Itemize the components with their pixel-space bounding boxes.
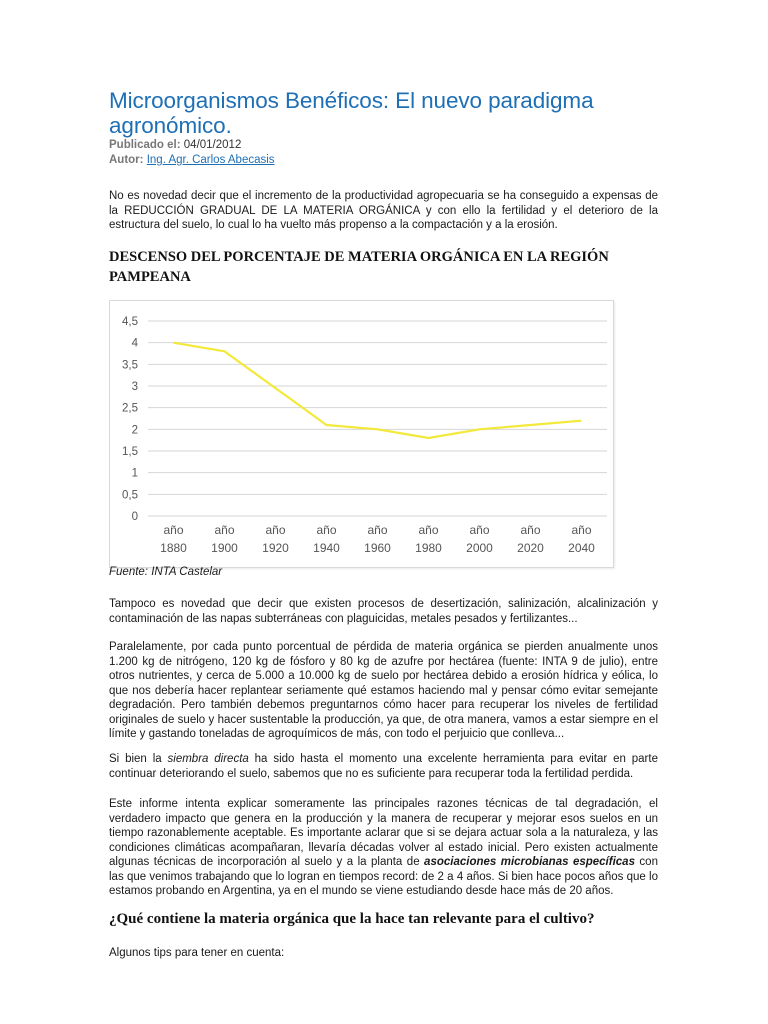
published-line (109, 138, 658, 153)
author-link[interactable]: Ing. Agr. Carlos Abecasis (146, 154, 275, 166)
chart-x-tick-year: 1920 (262, 541, 289, 555)
siembra-directa-term: siembra directa (167, 753, 249, 765)
chart-y-tick-label: 4 (131, 337, 138, 350)
chart-x-tick-year: 1980 (415, 541, 442, 555)
paragraph-4-start: Si bien la (109, 753, 168, 765)
chart-x-tick-label: año (367, 523, 388, 537)
chart-x-tick-year: 1880 (160, 541, 187, 555)
intro-block (109, 189, 658, 233)
question-heading-block (109, 909, 669, 929)
paragraph-4-block (109, 752, 658, 781)
paragraph-5-start: Este informe intenta explicar someramente las principales razones técnicas de tal degradación, el verdadero impacto que genera en la producción y la manera de recuperar y mejorar esos suelos en un tiempo razonablemente aceptable. Es importante aclarar que si se dejara actuar sola a la naturaleza, y las condiciones climáticas acompañaran, llevaría décadas volver al estado inicial. Pero existen actualmente algunas técnicas de incorporación al suelo y a la planta de (109, 798, 658, 868)
chart-y-tick-label: 2 (131, 424, 138, 437)
chart-x-tick-label: año (316, 523, 337, 537)
chart-y-tick-label: 3,5 (122, 359, 138, 372)
paragraph-2: Tampoco es novedad que decir que existen procesos de desertización, salinización, alcalinización y contaminación de las napas subterráneas con plaguicidas, metales pesados y fertilizantes... (109, 598, 658, 625)
chart-x-ticks (160, 523, 595, 555)
chart-x-tick-year: 2020 (517, 541, 544, 555)
published-date: 04/01/2012 (183, 139, 242, 151)
chart-x-tick-label: año (469, 523, 490, 537)
chart-x-tick-label: año (520, 523, 541, 537)
chart-panel (109, 300, 614, 568)
line-chart (110, 301, 613, 567)
paragraph-3: Paralelamente, por cada punto porcentual de pérdida de materia orgánica se pierden anualmente unos 1.200 kg de nitrógeno, 120 kg de fósforo y 80 kg de azufre por hectárea (fuente: INTA 9 de julio), entre otros nutrientes, y cerca de 5.000 a 10.000 kg de suelo por hectárea debido a erosión hídrica y eólica, lo que nos debería hacer replantear seriamente qué estamos haciendo mal y pensar cómo evitar semejante degradación. Pero también debemos preguntarnos cómo hacer para recuperar los niveles de fertilidad originales de suelo y hacer sustentable la producción, ya que, de otra manera, vamos a estar siempre en el límite y gastando toneladas de agroquímicos de más, con todo el perjuicio que conlleva... (109, 641, 658, 740)
chart-y-tick-label: 4,5 (122, 316, 138, 328)
chart-series-line (174, 343, 582, 438)
chart-x-tick-label: año (214, 523, 235, 537)
chart-series (173, 343, 581, 439)
published-label: Publicado el: (109, 139, 181, 151)
article-title: Microorganismos Benéficos: El nuevo paradigma agronómico. (109, 88, 594, 138)
asociaciones-term: asociaciones microbianas específicas (424, 856, 635, 868)
chart-y-tick-label: 1 (131, 467, 138, 480)
chart-x-tick-year: 1900 (211, 541, 238, 555)
author-label: Autor: (109, 154, 144, 166)
chart-x-tick-year: 1940 (313, 541, 340, 555)
chart-y-tick-label: 1,5 (122, 446, 138, 458)
question-heading: ¿Qué contiene la materia orgánica que la hace tan relevante para el cultivo? (109, 911, 595, 927)
section-heading: DESCENSO DEL PORCENTAJE DE MATERIA ORGÁNICA EN LA REGIÓN PAMPEANA (109, 249, 609, 285)
chart-y-tick-label: 2,5 (122, 402, 138, 415)
paragraph-5-end: con las que venimos trabajando que lo logran en tiempos record: de 2 a 4 años. Si bien hace pocos años que lo estamos probando en Argentina, ya en el mundo se viene estudiando desde hace más de 20 años. (109, 856, 658, 897)
chart-x-tick-year: 2000 (466, 541, 493, 555)
paragraph-4-end: ha sido hasta el momento una excelente herramienta para evitar en parte continuar deteriorando el suelo, sabemos que no es suficiente para recuperar toda la fertilidad perdida. (109, 753, 658, 780)
chart-x-tick-year: 2040 (568, 541, 595, 555)
tips-block (109, 946, 658, 961)
paragraph-5-block (109, 797, 658, 899)
chart-y-tick-label: 0,5 (122, 489, 138, 502)
tips-intro: Algunos tips para tener en cuenta: (109, 947, 285, 959)
chart-x-tick-label: año (265, 523, 286, 537)
author-line (109, 153, 658, 168)
chart-x-tick-label: año (418, 523, 439, 537)
chart-x-tick-label: año (571, 523, 592, 537)
chart-y-tick-label: 0 (131, 511, 138, 523)
chart-y-ticks (122, 316, 139, 523)
chart-x-tick-year: 1960 (364, 541, 391, 555)
paragraph-3-block (109, 640, 658, 742)
section-heading-block (109, 247, 658, 287)
paragraph-4 (109, 752, 658, 781)
paragraph-2-block (109, 597, 658, 626)
intro-paragraph: No es novedad decir que el incremento de la productividad agropecuaria se ha conseguido a expensas de la REDUCCIÓN GRADUAL DE LA MATERIA ORGÁNICA y con ello la fertilidad y el deterioro de la estructura del suelo, lo cual lo ha vuelto más propenso a la compactación y a la erosión. (109, 190, 658, 231)
paragraph-5 (109, 797, 658, 899)
chart-source: Fuente: INTA Castelar (109, 566, 223, 578)
chart-x-tick-label: año (163, 523, 184, 537)
article-header (109, 88, 658, 168)
chart-y-tick-label: 3 (131, 381, 138, 393)
